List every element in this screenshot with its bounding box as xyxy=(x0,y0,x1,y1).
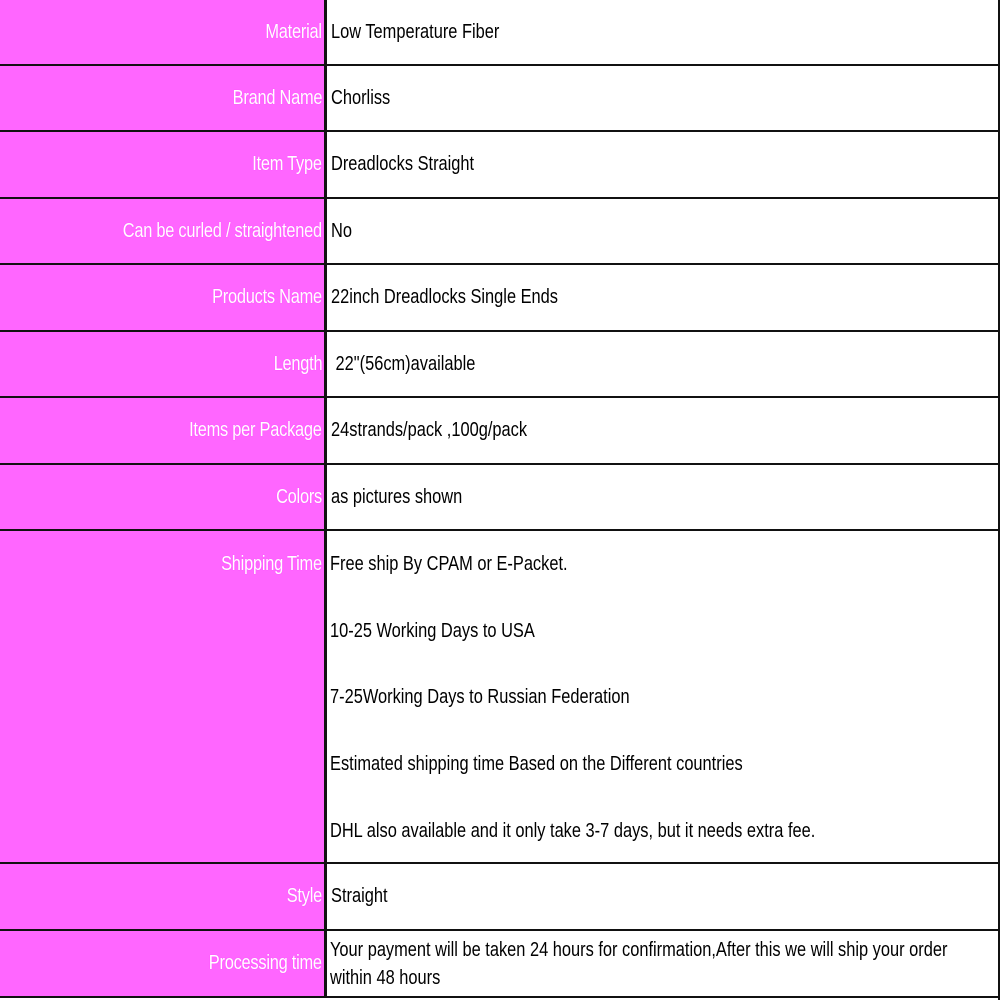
spec-value: 24strands/pack ,100g/pack xyxy=(324,398,1000,463)
processing-value: Your payment will be taken 24 hours for confirmation,After this we will ship your order within 48 hours xyxy=(330,939,948,989)
spec-label: Length xyxy=(0,332,324,396)
spec-value: Chorliss xyxy=(324,66,1000,130)
spec-label: Shipping Time xyxy=(0,531,324,862)
spec-label: Colors xyxy=(0,465,324,529)
shipping-line: DHL also available and it only take 3-7 days, but it needs extra fee. xyxy=(330,820,816,842)
spec-row-brand xyxy=(0,66,1000,130)
shipping-line: Estimated shipping time Based on the Different countries xyxy=(330,753,743,775)
spec-row-item-type xyxy=(0,132,1000,197)
shipping-line: 7-25Working Days to Russian Federation xyxy=(330,686,630,708)
spec-value: Low Temperature Fiber xyxy=(324,0,1000,64)
spec-value: as pictures shown xyxy=(324,465,1000,529)
spec-value: 22"(56cm)available xyxy=(324,332,1000,396)
spec-value: No xyxy=(324,199,1000,263)
spec-label: Style xyxy=(0,864,324,929)
spec-label: Products Name xyxy=(0,265,324,330)
spec-label: Processing time xyxy=(0,931,324,996)
row-divider xyxy=(0,996,1000,998)
spec-value: Dreadlocks Straight xyxy=(324,132,1000,197)
spec-label: Can be curled / straightened xyxy=(0,199,324,263)
spec-row-items-per-package xyxy=(0,398,1000,463)
spec-row-material xyxy=(0,0,1000,64)
spec-label: Items per Package xyxy=(0,398,324,463)
spec-row-length xyxy=(0,332,1000,396)
spec-label: Item Type xyxy=(0,132,324,197)
spec-value: Straight xyxy=(324,864,1000,929)
shipping-line: 10-25 Working Days to USA xyxy=(330,620,535,642)
spec-label: Material xyxy=(0,0,324,64)
spec-row-product-name xyxy=(0,265,1000,330)
spec-row-curl xyxy=(0,199,1000,263)
spec-value: 22inch Dreadlocks Single Ends xyxy=(324,265,1000,330)
shipping-line: Free ship By CPAM or E-Packet. xyxy=(330,553,568,575)
spec-label: Brand Name xyxy=(0,66,324,130)
spec-row-colors xyxy=(0,465,1000,529)
spec-row-style xyxy=(0,864,1000,929)
